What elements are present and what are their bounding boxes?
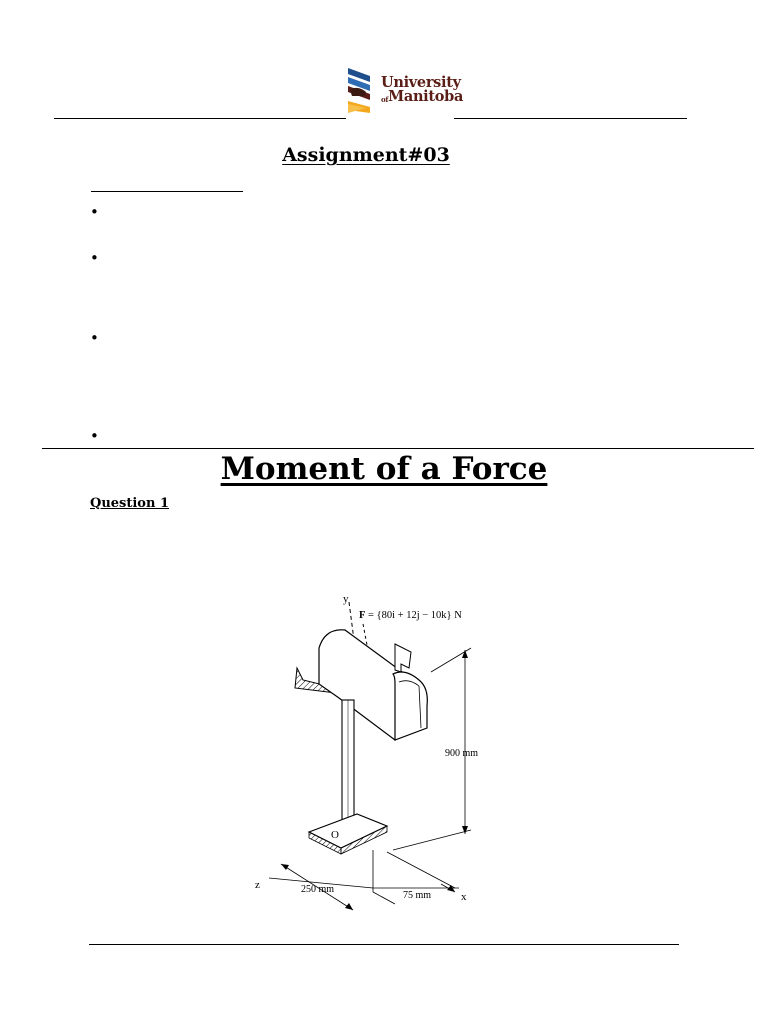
force-expression: = {80i + 12j − 10k} N — [365, 610, 462, 621]
bullet-1: • — [90, 203, 99, 221]
logo-line-manitoba — [381, 90, 463, 104]
logo-line-university: University — [381, 74, 461, 91]
height-dimension-label: 900 mm — [445, 748, 479, 759]
university-logo — [344, 66, 464, 116]
bullet-3: • — [90, 329, 99, 347]
bullet-2: • — [90, 249, 99, 267]
mailbox-flag — [395, 644, 411, 672]
logo-manitoba: Manitoba — [388, 88, 464, 105]
logo-emblem-icon — [344, 66, 378, 116]
section-divider — [42, 448, 754, 449]
header-rule-right — [454, 118, 687, 119]
logo-wordmark — [381, 76, 463, 104]
footer-rule — [89, 944, 679, 945]
force-symbol: F — [359, 610, 366, 621]
mailbox-figure — [245, 588, 505, 918]
y-axis-label: y — [343, 593, 349, 605]
instructions-heading-underline — [91, 191, 243, 192]
x-dimension-label: 75 mm — [403, 890, 432, 901]
assignment-title: Assignment#03 — [282, 144, 450, 166]
point-o-label: O — [331, 829, 339, 841]
section-heading: Moment of a Force — [220, 451, 548, 487]
z-axis-label: z — [255, 879, 260, 891]
z-dimension-label: 250 mm — [301, 884, 335, 895]
bullet-4: • — [90, 427, 99, 445]
question-label: Question 1 — [90, 496, 170, 511]
x-axis-label: x — [461, 891, 467, 903]
force-label — [359, 610, 462, 621]
header-rule-left — [54, 118, 346, 119]
logo-of: of — [381, 95, 389, 104]
mailbox-door — [393, 672, 427, 740]
mailbox-body — [319, 630, 405, 740]
